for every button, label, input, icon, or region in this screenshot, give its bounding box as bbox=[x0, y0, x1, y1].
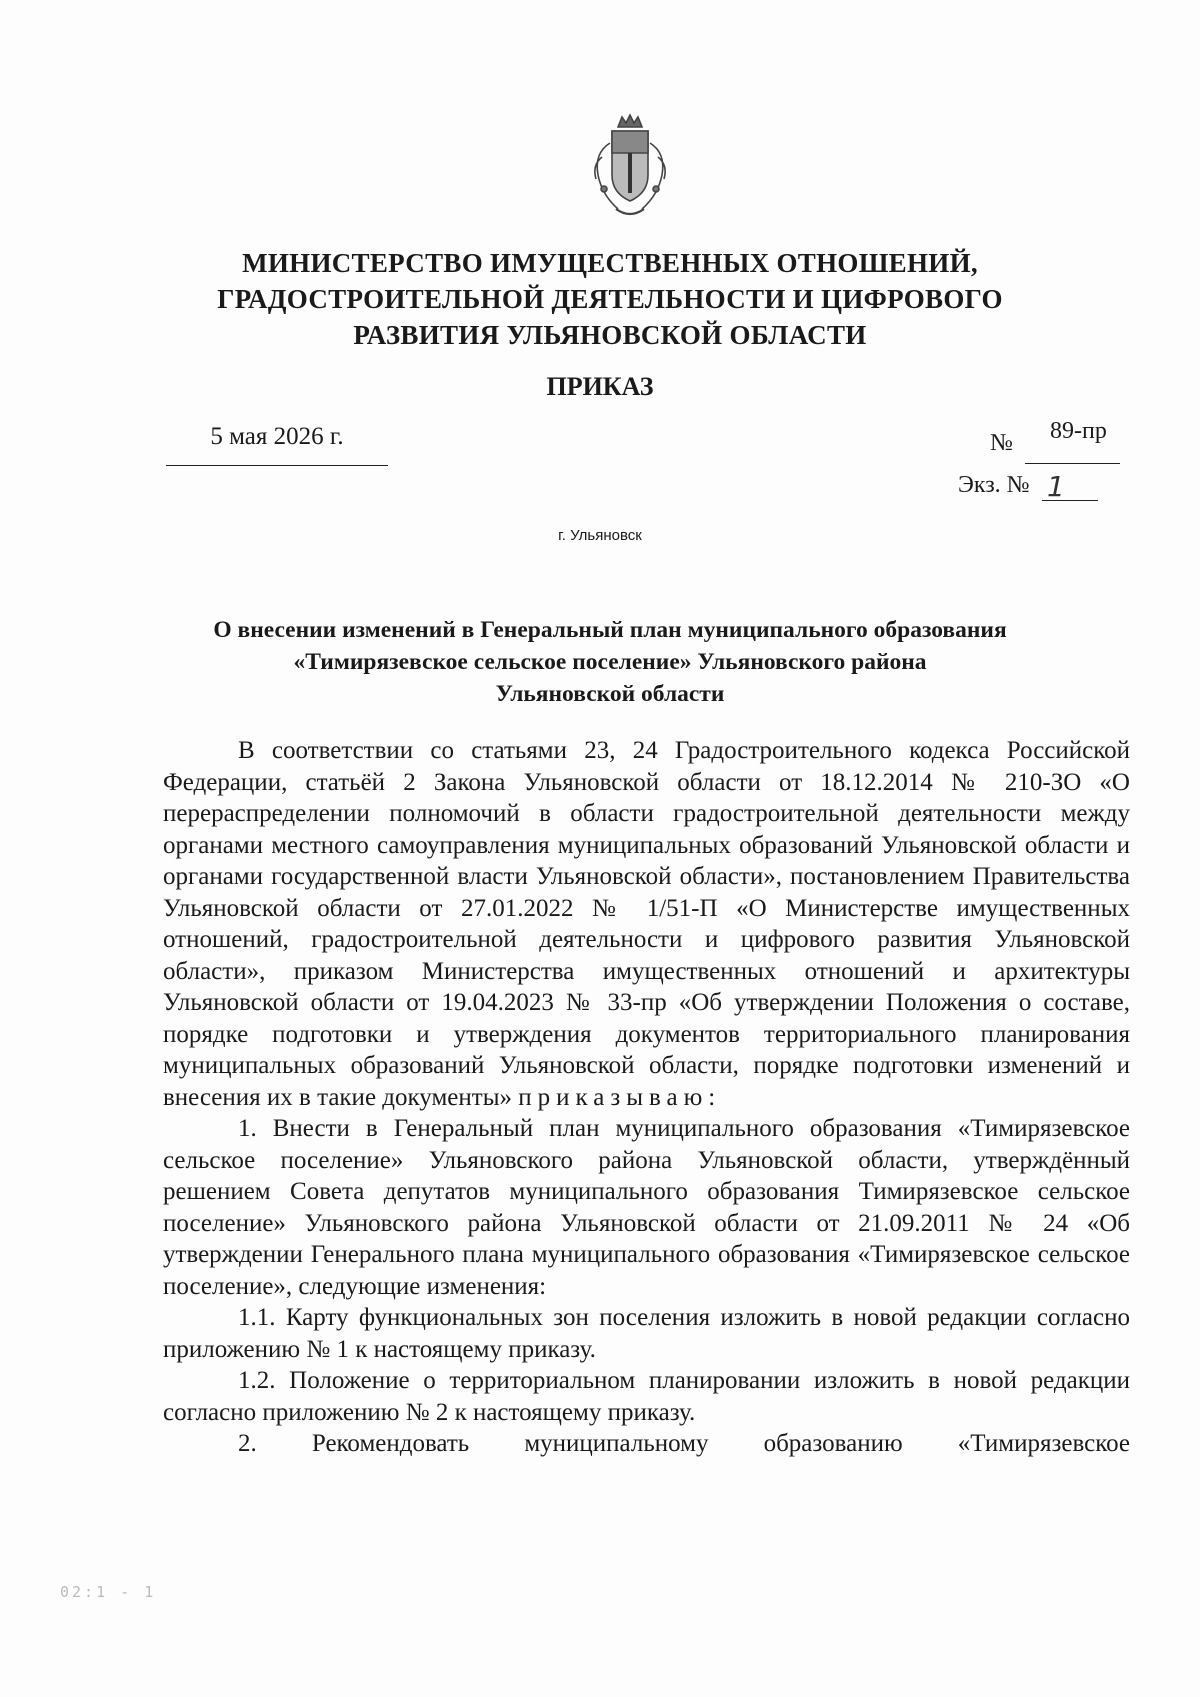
subject-line-1: О внесении изменений в Генеральный план муниципального образования bbox=[213, 617, 1007, 643]
subject-line-2: «Тимирязевское сельское поселение» Ульяновского района bbox=[293, 649, 927, 675]
order-date: 5 мая 2026 г. bbox=[210, 423, 344, 450]
date-underline bbox=[166, 465, 388, 466]
ministry-line-1: МИНИСТЕРСТВО ИМУЩЕСТВЕННЫХ ОТНОШЕНИЙ, bbox=[242, 248, 978, 278]
order-subject bbox=[150, 614, 1070, 710]
number-underline bbox=[1025, 463, 1120, 464]
ministry-line-2: ГРАДОСТРОИТЕЛЬНОЙ ДЕЯТЕЛЬНОСТИ И ЦИФРОВОГО bbox=[217, 284, 1003, 314]
preamble-paragraph bbox=[163, 735, 1130, 1113]
ministry-line-3: РАЗВИТИЯ УЛЬЯНОВСКОЙ ОБЛАСТИ bbox=[353, 320, 867, 350]
city: г. Ульяновск bbox=[558, 527, 642, 544]
order-number: 89-пр bbox=[1050, 418, 1107, 444]
item-2: 2. Рекомендовать муниципальному образованию «Тимирязевское bbox=[238, 1430, 1130, 1457]
order-word: приказываю: bbox=[518, 1083, 722, 1111]
order-body bbox=[163, 735, 1130, 1460]
document-type: ПРИКАЗ bbox=[546, 372, 654, 401]
copy-number: 1 bbox=[1047, 470, 1065, 503]
item-1-1: 1.1. Карту функциональных зон поселения изложить в новой редакции согласно приложению № 1 к настоящему приказу. bbox=[163, 1304, 1130, 1363]
copy-label: Экз. № bbox=[958, 472, 1030, 498]
subject-line-3: Ульяновской области bbox=[495, 681, 725, 707]
item-1: 1. Внести в Генеральный план муниципального образования «Тимирязевское сельское поселение» Ульяновского района Ульяновской области, утверждённый решением Совета депутатов муниципального образования Тимирязевское сельское поселение» Ульяновского района Ульяновской области от 21.09.2011 № 24 «Об утверждении Генерального плана муниципального образования «Тимирязевское сельское поселение», следующие изменения: bbox=[163, 1115, 1130, 1300]
preamble-text: В соответствии со статьями 23, 24 Градостроительного кодекса Российской Федерации, статьёй 2 Закона Ульяновской области от 18.12.2014 № 210-ЗО «О перераспределении полномочий в области градостроительной деятельности между органами местного самоуправления муниципальных образований Ульяновской области и органами государственной власти Ульяновской области», постановлением Правительства Ульяновской области от 27.01.2022 № 1/51-П «О Министерстве имущественных отношений, градостроительной деятельности и цифрового развития Ульяновской области», приказом Министерства имущественных отношений и архитектуры Ульяновской области от 19.04.2023 № 33-пр «Об утверждении Положения о составе, порядке подготовки и утверждения документов территориального планирования муниципальных образований Ульяновской области, порядке подготовки изменений и внесения их в такие документы» bbox=[163, 737, 1130, 1111]
item-1-2: 1.2. Положение о территориальном планировании изложить в новой редакции согласно приложению № 2 к настоящему приказу. bbox=[163, 1367, 1130, 1426]
copy-underline bbox=[1042, 500, 1098, 501]
scan-stamp: 02:1 - 1 bbox=[60, 1583, 157, 1601]
ministry-name bbox=[150, 245, 1070, 353]
coat-of-arms-icon bbox=[588, 113, 672, 223]
number-label: № bbox=[990, 430, 1013, 456]
